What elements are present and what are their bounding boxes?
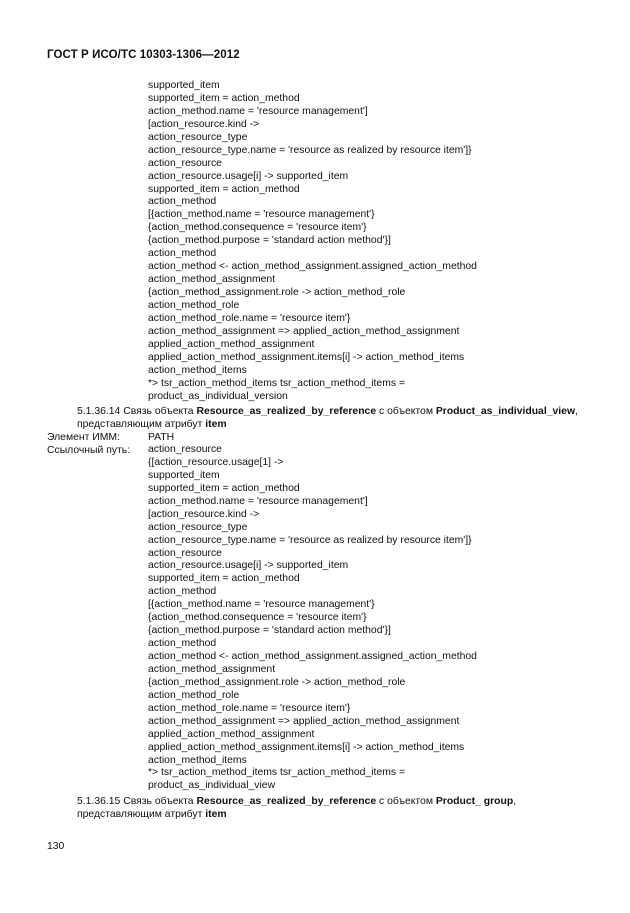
section-text: Связь объекта [123, 406, 194, 417]
entity-name: Resource_as_realized_by_reference [196, 406, 377, 417]
path-line: action_resource_type [148, 521, 248, 533]
path-line: applied_action_method_assignment.items[i] -> action_method_items [148, 741, 465, 753]
path-line: supported_item = action_method [148, 92, 300, 104]
path-line: action_resource [148, 547, 222, 559]
path-line: supported_item = action_method [148, 573, 300, 585]
path-line: action_method.name = 'resource management'] [148, 495, 368, 507]
path-line: action_resource.usage[i] -> supported_item [148, 560, 349, 572]
path-line: {action_method.consequence = 'resource item'} [148, 612, 367, 624]
path-line: action_method_role [148, 299, 240, 311]
section-5-1-36-14 [47, 405, 587, 431]
path-line: supported_item = action_method [148, 482, 300, 494]
path-line: applied_action_method_assignment.items[i] -> action_method_items [148, 351, 465, 363]
reference-path-label-row [47, 444, 148, 457]
path-line: action_resource [148, 157, 222, 169]
path-line: *> tsr_action_method_items tsr_action_method_items = [148, 767, 406, 779]
page-number: 130 [47, 841, 65, 852]
path-line: applied_action_method_assignment [148, 728, 315, 740]
section-number: 5.1.36.15 [77, 796, 121, 807]
path-line: action_method [148, 586, 217, 598]
path-line: action_method_items [148, 364, 247, 376]
attribute-name: item [205, 809, 227, 820]
reference-path-block-1 [148, 80, 477, 403]
element-row [47, 431, 174, 444]
path-line: [{action_method.name = 'resource management'} [148, 209, 375, 221]
path-line: action_resource_type.name = 'resource as realized by resource item']} [148, 534, 472, 546]
path-line: {action_method_assignment.role -> action_method_role [148, 676, 406, 688]
path-line: product_as_individual_view [148, 780, 276, 792]
section-number: 5.1.36.14 [77, 406, 121, 417]
reference-path-block-2 [148, 444, 477, 793]
path-line: action_resource [148, 444, 222, 455]
path-line: action_method_role.name = 'resource item'} [148, 312, 351, 324]
path-line: [action_resource.kind -> [148, 508, 260, 520]
path-line: action_resource.usage[i] -> supported_item [148, 170, 349, 182]
path-line: [{action_method.name = 'resource management'} [148, 599, 375, 611]
section-text: с объектом [379, 796, 433, 807]
path-line: {action_method.consequence = 'resource item'} [148, 222, 367, 234]
path-line: supported_item [148, 80, 220, 91]
path-line: {action_method.purpose = 'standard action method'}] [148, 625, 391, 637]
path-line: action_method_role [148, 689, 240, 701]
path-line: action_resource_type [148, 131, 248, 143]
section-5-1-36-15 [47, 795, 587, 821]
attribute-name: item [205, 419, 227, 430]
element-label: Элемент ИММ: [47, 432, 120, 443]
path-line: action_method_assignment [148, 274, 276, 286]
path-line: action_method_assignment => applied_action_method_assignment [148, 715, 460, 727]
path-line: {[action_resource.usage[1] -> [148, 456, 284, 468]
target-entity-name: Product_ group [435, 796, 514, 807]
reference-path-label: Ссылочный путь: [47, 445, 131, 456]
path-line: action_method_assignment => applied_action_method_assignment [148, 325, 460, 337]
target-entity-name: Product_as_individual_view [435, 406, 576, 417]
section-text: Связь объекта [123, 796, 194, 807]
path-line: *> tsr_action_method_items tsr_action_method_items = [148, 377, 406, 389]
section-text: , представляющим атрибут [77, 406, 578, 430]
path-line: action_method <- action_method_assignment.assigned_action_method [148, 261, 477, 273]
path-line: action_method.name = 'resource management'] [148, 105, 368, 117]
path-line: {action_method.purpose = 'standard action method'}] [148, 235, 391, 247]
path-line: action_method_role.name = 'resource item'} [148, 702, 351, 714]
path-line: action_method [148, 638, 217, 650]
section-text: , представляющим атрибут [77, 796, 517, 820]
path-line: action_method <- action_method_assignment.assigned_action_method [148, 651, 477, 662]
path-line: action_method_assignment [148, 663, 276, 675]
path-line: action_method [148, 248, 217, 260]
path-line: applied_action_method_assignment [148, 338, 315, 350]
path-line: action_method_items [148, 754, 247, 766]
section-text: с объектом [379, 406, 433, 417]
path-line: supported_item = action_method [148, 183, 300, 195]
entity-name: Resource_as_realized_by_reference [196, 796, 377, 807]
element-value: PATH [148, 432, 175, 443]
path-line: {action_method_assignment.role -> action_method_role [148, 287, 406, 298]
path-line: action_method [148, 196, 217, 208]
path-line: [action_resource.kind -> [148, 118, 260, 130]
path-line: product_as_individual_version [148, 390, 288, 402]
document-header: ГОСТ Р ИСО/ТС 10303-1306—2012 [47, 49, 240, 61]
path-line: supported_item [148, 469, 220, 481]
path-line: action_resource_type.name = 'resource as realized by resource item']} [148, 144, 472, 156]
